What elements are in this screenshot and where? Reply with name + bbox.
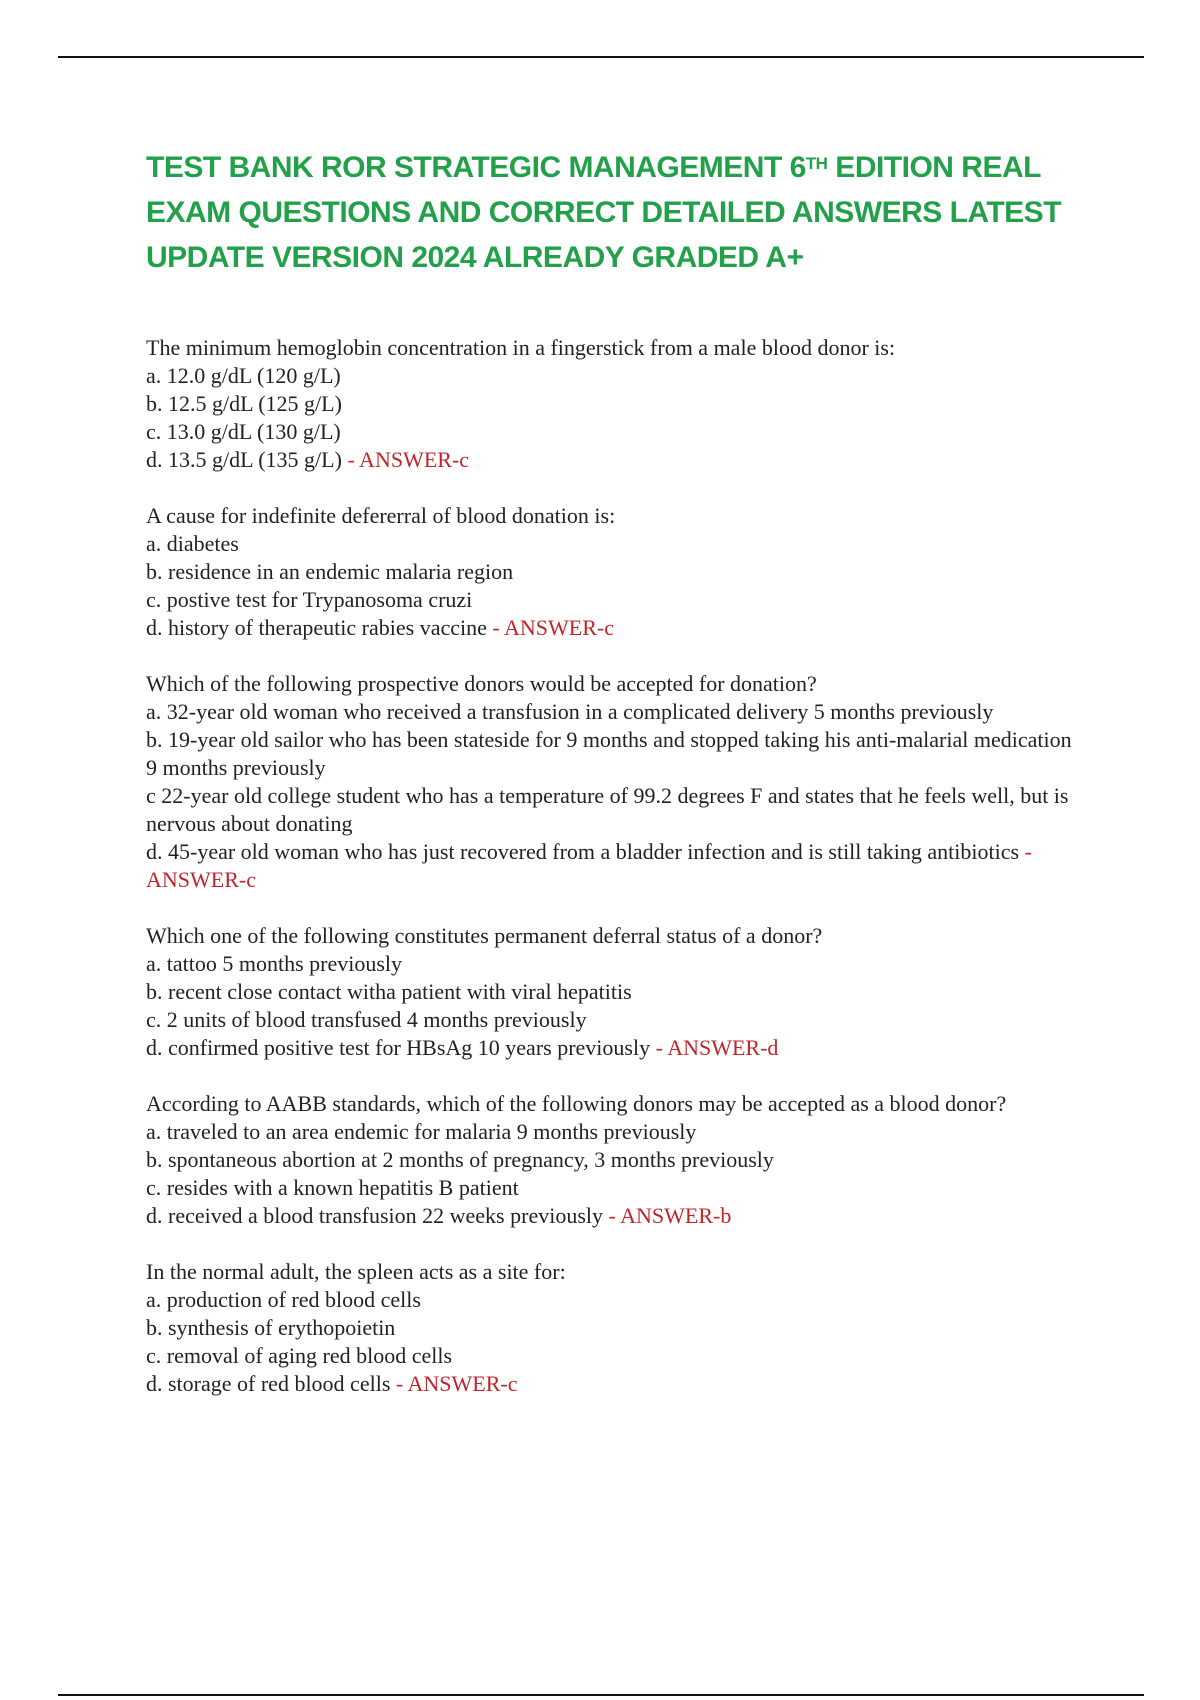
question-block-1 (146, 334, 1086, 474)
question-block-5 (146, 1090, 1086, 1230)
option-d: d. storage of red blood cells - ANSWER-c (146, 1371, 518, 1396)
question-stem: Which one of the following constitutes permanent deferral status of a donor? (146, 923, 823, 948)
answer-key: - ANSWER-c (341, 447, 470, 472)
option-c: c 22-year old college student who has a temperature of 99.2 degrees F and states that he feels well, but is nervous about donating (146, 783, 1069, 836)
option-c: c. resides with a known hepatitis B patient (146, 1175, 519, 1200)
option-a: a. 32-year old woman who received a transfusion in a complicated delivery 5 months previously (146, 699, 994, 724)
document-title: TEST BANK ROR STRATEGIC MANAGEMENT 6TH EDITION REAL EXAM QUESTIONS AND CORRECT DETAILED ANSWERS LATEST UPDATE VERSION 2024 ALREADY GRADED A+ (146, 151, 1062, 274)
question-block-6 (146, 1258, 1086, 1398)
answer-key: - ANSWER-c (146, 839, 1032, 892)
question-stem: A cause for indefinite defererral of blood donation is: (146, 503, 616, 528)
title-superscript: TH (805, 154, 828, 173)
option-c: c. 13.0 g/dL (130 g/L) (146, 419, 341, 444)
option-a: a. 12.0 g/dL (120 g/L) (146, 363, 341, 388)
option-d: d. received a blood transfusion 22 weeks previously - ANSWER-b (146, 1203, 732, 1228)
option-d: d. history of therapeutic rabies vaccine - ANSWER-c (146, 615, 614, 640)
answer-key: - ANSWER-b (603, 1203, 732, 1228)
option-d: d. 45-year old woman who has just recovered from a bladder infection and is still taking antibiotics - ANSWER-c (146, 839, 1032, 892)
top-rule (58, 56, 1144, 58)
option-b: b. 19-year old sailor who has been stateside for 9 months and stopped taking his anti-malarial medication 9 months previously (146, 727, 1072, 780)
question-stem: According to AABB standards, which of the following donors may be accepted as a blood donor? (146, 1091, 1007, 1116)
option-c: c. postive test for Trypanosoma cruzi (146, 587, 473, 612)
option-a: a. tattoo 5 months previously (146, 951, 403, 976)
option-a: a. traveled to an area endemic for malaria 9 months previously (146, 1119, 697, 1144)
option-b: b. recent close contact witha patient with viral hepatitis (146, 979, 632, 1004)
question-stem: The minimum hemoglobin concentration in a fingerstick from a male blood donor is: (146, 335, 896, 360)
answer-key: - ANSWER-d (650, 1035, 779, 1060)
option-b: b. 12.5 g/dL (125 g/L) (146, 391, 342, 416)
bottom-rule (58, 1694, 1144, 1696)
option-b: b. synthesis of erythopoietin (146, 1315, 396, 1340)
option-d: d. 13.5 g/dL (135 g/L) - ANSWER-c (146, 447, 470, 472)
answer-key: - ANSWER-c (390, 1371, 518, 1396)
question-stem: Which of the following prospective donors would be accepted for donation? (146, 671, 817, 696)
question-list (146, 334, 1086, 1426)
question-stem: In the normal adult, the spleen acts as a site for: (146, 1259, 566, 1284)
option-b: b. residence in an endemic malaria region (146, 559, 514, 584)
answer-key: - ANSWER-c (486, 615, 614, 640)
question-block-2 (146, 502, 1086, 642)
option-c: c. 2 units of blood transfused 4 months previously (146, 1007, 587, 1032)
option-c: c. removal of aging red blood cells (146, 1343, 453, 1368)
option-a: a. production of red blood cells (146, 1287, 421, 1312)
option-d: d. confirmed positive test for HBsAg 10 years previously - ANSWER-d (146, 1035, 779, 1060)
question-block-3 (146, 670, 1086, 894)
option-b: b. spontaneous abortion at 2 months of pregnancy, 3 months previously (146, 1147, 774, 1172)
option-a: a. diabetes (146, 531, 239, 556)
question-block-4 (146, 922, 1086, 1062)
